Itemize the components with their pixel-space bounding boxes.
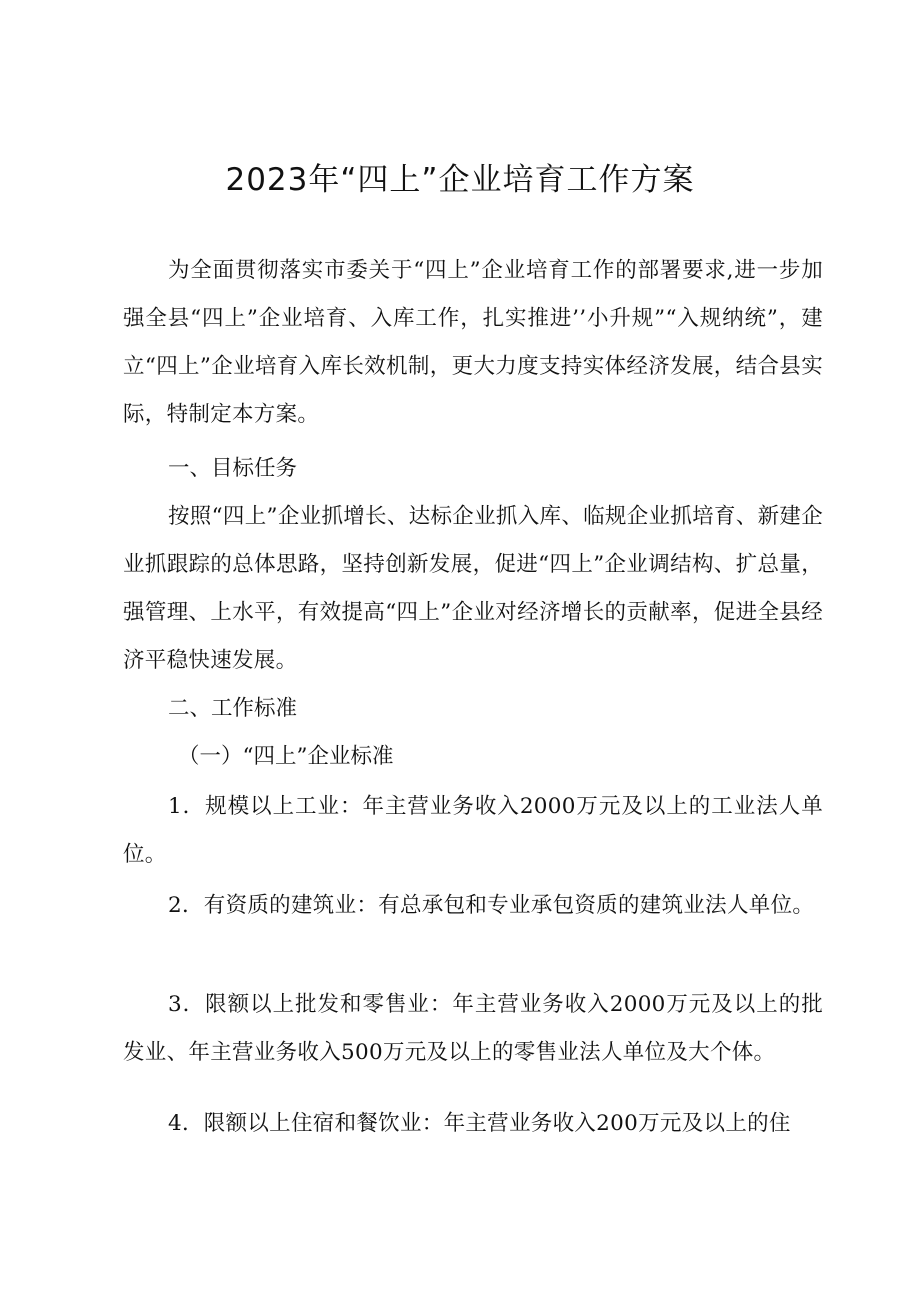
- subsection-heading-standards: （一）“四上”企业标准: [178, 744, 394, 769]
- document-title: 2023年“四上”企业培育工作方案: [225, 162, 695, 198]
- standard-item-2: 2．有资质的建筑业：有总承包和专业承包资质的建筑业法人单位。: [168, 893, 815, 918]
- goals-paragraph: 按照“四上”企业抓增长、达标企业抓入库、临规企业抓培育、新建企业抓跟踪的总体思路，坚持创新发展，促进“四上”企业调结构、扩总量，强管理、上水平，有效提高“四上”企业对经济增长的贡献率，促进全县经济平稳快速发展。: [123, 504, 823, 673]
- section-heading-standards: 二、工作标准: [168, 696, 298, 721]
- standard-item-3: 3．限额以上批发和零售业：年主营业务收入2000万元及以上的批发业、年主营业务收入500万元及以上的零售业法人单位及大个体。: [123, 992, 823, 1065]
- intro-paragraph: 为全面贯彻落实市委关于“四上”企业培育工作的部署要求,进一步加强全县“四上”企业培育、入库工作，扎实推进’’小升规”“入规纳统”，建立“四上”企业培育入库长效机制，更大力度支持实体经济发展，结合县实际，特制定本方案。: [123, 258, 823, 427]
- standard-item-4: 4．限额以上住宿和餐饮业：年主营业务收入200万元及以上的住: [168, 1111, 791, 1136]
- standard-item-1: 1．规模以上工业：年主营业务收入2000万元及以上的工业法人单位。: [123, 794, 823, 867]
- section-heading-goals: 一、目标任务: [168, 456, 298, 481]
